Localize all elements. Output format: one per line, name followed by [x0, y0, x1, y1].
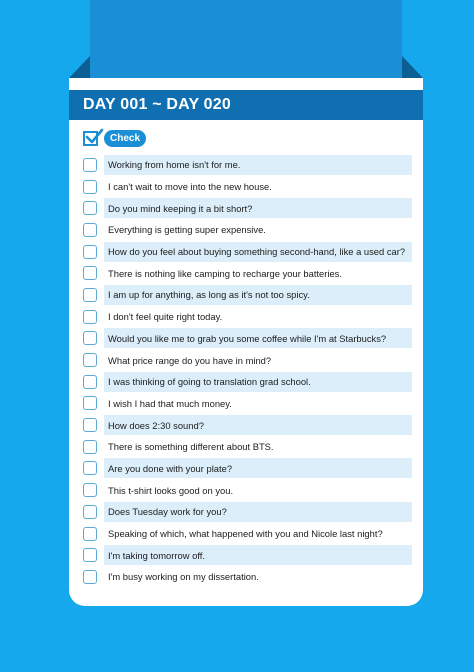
item-text-container	[104, 307, 412, 327]
checkbox[interactable]	[83, 570, 97, 584]
item-text: Does Tuesday work for you?	[108, 506, 227, 518]
folder-tab	[90, 0, 402, 80]
list-item	[79, 544, 412, 566]
item-text-container	[104, 263, 412, 283]
checkbox[interactable]	[83, 310, 97, 324]
item-text-container	[104, 198, 412, 218]
item-text-container	[104, 177, 412, 197]
checkmark-icon	[83, 131, 98, 146]
checkbox[interactable]	[83, 440, 97, 454]
page-title: DAY 001 ~ DAY 020	[69, 90, 423, 120]
list-item	[79, 479, 412, 501]
list-item	[79, 458, 412, 480]
item-text: There is something different about BTS.	[108, 441, 274, 453]
checkbox[interactable]	[83, 483, 97, 497]
checkbox[interactable]	[83, 461, 97, 475]
checkbox[interactable]	[83, 353, 97, 367]
checkbox[interactable]	[83, 223, 97, 237]
list-item	[79, 328, 412, 350]
checkbox[interactable]	[83, 245, 97, 259]
list-item	[79, 523, 412, 545]
list-item	[79, 393, 412, 415]
item-text: I wish I had that much money.	[108, 397, 232, 409]
item-text-container	[104, 393, 412, 413]
item-text: This t-shirt looks good on you.	[108, 484, 234, 496]
list-item	[79, 414, 412, 436]
item-text: Are you done with your plate?	[108, 462, 233, 474]
item-text: Do you mind keeping it a bit short?	[108, 202, 253, 214]
list-item	[79, 241, 412, 263]
item-text: I am up for anything, as long as it's not too spicy.	[108, 289, 310, 301]
checkbox[interactable]	[83, 331, 97, 345]
item-text-container	[104, 155, 412, 175]
checklist-card	[69, 78, 423, 606]
list-item	[79, 501, 412, 523]
item-text-container	[104, 220, 412, 240]
list-item	[79, 219, 412, 241]
item-text: I can't wait to move into the new house.	[108, 181, 272, 193]
checklist	[79, 154, 412, 588]
check-label: Check	[104, 130, 146, 147]
item-text: There is nothing like camping to recharge your batteries.	[108, 267, 342, 279]
item-text-container	[104, 372, 412, 392]
item-text-container	[104, 524, 412, 544]
item-text: Speaking of which, what happened with you and Nicole last night?	[108, 528, 383, 540]
folder-fold-right	[402, 56, 423, 78]
checkbox[interactable]	[83, 266, 97, 280]
list-item	[79, 176, 412, 198]
list-item	[79, 262, 412, 284]
list-item	[79, 371, 412, 393]
checkbox[interactable]	[83, 548, 97, 562]
item-text: I'm busy working on my dissertation.	[108, 571, 259, 583]
checkbox[interactable]	[83, 505, 97, 519]
item-text: How do you feel about buying something second-hand, like a used car?	[108, 246, 406, 258]
item-text: I was thinking of going to translation grad school.	[108, 376, 311, 388]
list-item	[79, 306, 412, 328]
checkbox[interactable]	[83, 288, 97, 302]
item-text-container	[104, 285, 412, 305]
folder-fold-left	[69, 56, 90, 78]
list-item	[79, 197, 412, 219]
item-text: I'm taking tomorrow off.	[108, 549, 205, 561]
item-text: How does 2:30 sound?	[108, 419, 204, 431]
item-text-container	[104, 415, 412, 435]
item-text-container	[104, 328, 412, 348]
check-legend	[83, 129, 146, 147]
list-item	[79, 349, 412, 371]
checkbox[interactable]	[83, 158, 97, 172]
item-text-container	[104, 437, 412, 457]
checkbox[interactable]	[83, 418, 97, 432]
list-item	[79, 284, 412, 306]
item-text-container	[104, 458, 412, 478]
item-text-container	[104, 567, 412, 587]
item-text: What price range do you have in mind?	[108, 354, 272, 366]
item-text: I don't feel quite right today.	[108, 311, 223, 323]
checkbox[interactable]	[83, 180, 97, 194]
list-item	[79, 566, 412, 588]
item-text: Everything is getting super expensive.	[108, 224, 266, 236]
item-text-container	[104, 242, 412, 262]
item-text-container	[104, 350, 412, 370]
list-item	[79, 436, 412, 458]
item-text-container	[104, 480, 412, 500]
checkbox[interactable]	[83, 201, 97, 215]
item-text-container	[104, 545, 412, 565]
list-item	[79, 154, 412, 176]
item-text: Working from home isn't for me.	[108, 159, 241, 171]
checkbox[interactable]	[83, 396, 97, 410]
item-text: Would you like me to grab you some coffee while I'm at Starbucks?	[108, 332, 387, 344]
checkbox[interactable]	[83, 527, 97, 541]
checkbox[interactable]	[83, 375, 97, 389]
item-text-container	[104, 502, 412, 522]
